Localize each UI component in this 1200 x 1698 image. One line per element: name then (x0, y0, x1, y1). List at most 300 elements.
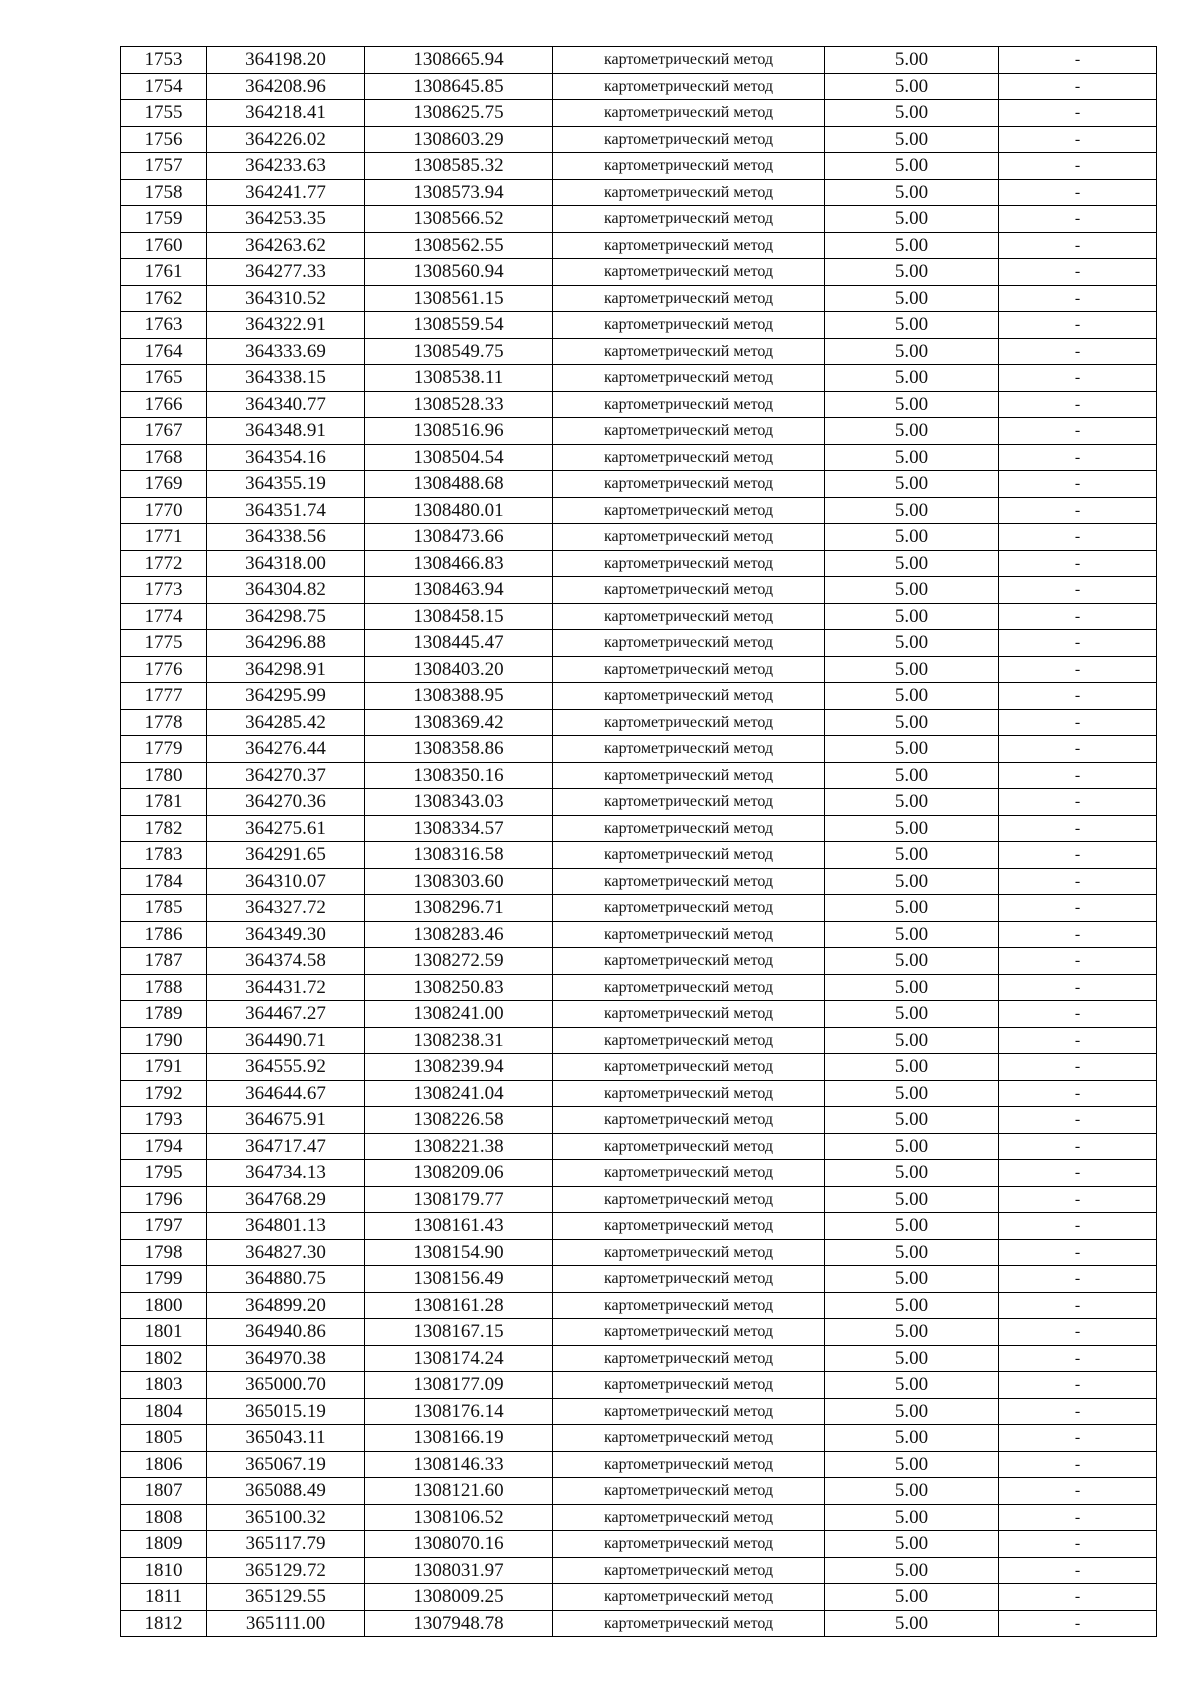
x-coordinate-cell: 365088.49 (207, 1478, 365, 1505)
description-cell: - (999, 444, 1157, 471)
table-row (121, 1266, 1157, 1293)
method-cell: картометрический метод (553, 418, 825, 445)
y-coordinate-cell: 1308121.60 (365, 1478, 553, 1505)
accuracy-cell: 5.00 (825, 1027, 999, 1054)
y-coordinate-cell: 1308625.75 (365, 100, 553, 127)
table-row (121, 100, 1157, 127)
x-coordinate-cell: 365015.19 (207, 1398, 365, 1425)
table-row (121, 524, 1157, 551)
x-coordinate-cell: 364298.91 (207, 656, 365, 683)
description-cell: - (999, 1266, 1157, 1293)
description-cell: - (999, 126, 1157, 153)
y-coordinate-cell: 1308154.90 (365, 1239, 553, 1266)
point-number-cell: 1758 (121, 179, 207, 206)
description-cell: - (999, 709, 1157, 736)
x-coordinate-cell: 364218.41 (207, 100, 365, 127)
point-number-cell: 1757 (121, 153, 207, 180)
y-coordinate-cell: 1308250.83 (365, 974, 553, 1001)
method-cell: картометрический метод (553, 1080, 825, 1107)
coordinates-table-body (121, 47, 1157, 1637)
table-row (121, 365, 1157, 392)
y-coordinate-cell: 1308177.09 (365, 1372, 553, 1399)
point-number-cell: 1793 (121, 1107, 207, 1134)
point-number-cell: 1809 (121, 1531, 207, 1558)
accuracy-cell: 5.00 (825, 630, 999, 657)
accuracy-cell: 5.00 (825, 736, 999, 763)
y-coordinate-cell: 1308106.52 (365, 1504, 553, 1531)
accuracy-cell: 5.00 (825, 815, 999, 842)
x-coordinate-cell: 364717.47 (207, 1133, 365, 1160)
x-coordinate-cell: 364285.42 (207, 709, 365, 736)
x-coordinate-cell: 364275.61 (207, 815, 365, 842)
point-number-cell: 1784 (121, 868, 207, 895)
description-cell: - (999, 1213, 1157, 1240)
point-number-cell: 1791 (121, 1054, 207, 1081)
accuracy-cell: 5.00 (825, 1054, 999, 1081)
x-coordinate-cell: 364349.30 (207, 921, 365, 948)
table-row (121, 868, 1157, 895)
y-coordinate-cell: 1308031.97 (365, 1557, 553, 1584)
y-coordinate-cell: 1308466.83 (365, 550, 553, 577)
accuracy-cell: 5.00 (825, 709, 999, 736)
x-coordinate-cell: 364295.99 (207, 683, 365, 710)
method-cell: картометрический метод (553, 1054, 825, 1081)
table-row (121, 285, 1157, 312)
table-row (121, 630, 1157, 657)
method-cell: картометрический метод (553, 895, 825, 922)
description-cell: - (999, 153, 1157, 180)
method-cell: картометрический метод (553, 524, 825, 551)
point-number-cell: 1788 (121, 974, 207, 1001)
y-coordinate-cell: 1308573.94 (365, 179, 553, 206)
y-coordinate-cell: 1308303.60 (365, 868, 553, 895)
table-row (121, 974, 1157, 1001)
y-coordinate-cell: 1308146.33 (365, 1451, 553, 1478)
x-coordinate-cell: 364340.77 (207, 391, 365, 418)
method-cell: картометрический метод (553, 1027, 825, 1054)
point-number-cell: 1761 (121, 259, 207, 286)
x-coordinate-cell: 364940.86 (207, 1319, 365, 1346)
table-row (121, 418, 1157, 445)
y-coordinate-cell: 1308549.75 (365, 338, 553, 365)
method-cell: картометрический метод (553, 100, 825, 127)
method-cell: картометрический метод (553, 1239, 825, 1266)
table-row (121, 206, 1157, 233)
point-number-cell: 1796 (121, 1186, 207, 1213)
y-coordinate-cell: 1308458.15 (365, 603, 553, 630)
table-row (121, 789, 1157, 816)
description-cell: - (999, 815, 1157, 842)
accuracy-cell: 5.00 (825, 921, 999, 948)
description-cell: - (999, 1186, 1157, 1213)
description-cell: - (999, 1345, 1157, 1372)
table-row (121, 1027, 1157, 1054)
accuracy-cell: 5.00 (825, 1107, 999, 1134)
x-coordinate-cell: 364899.20 (207, 1292, 365, 1319)
point-number-cell: 1795 (121, 1160, 207, 1187)
y-coordinate-cell: 1308561.15 (365, 285, 553, 312)
method-cell: картометрический метод (553, 550, 825, 577)
table-row (121, 153, 1157, 180)
accuracy-cell: 5.00 (825, 842, 999, 869)
y-coordinate-cell: 1308566.52 (365, 206, 553, 233)
table-row (121, 736, 1157, 763)
table-row (121, 683, 1157, 710)
y-coordinate-cell: 1308560.94 (365, 259, 553, 286)
point-number-cell: 1775 (121, 630, 207, 657)
y-coordinate-cell: 1308166.19 (365, 1425, 553, 1452)
point-number-cell: 1770 (121, 497, 207, 524)
y-coordinate-cell: 1308559.54 (365, 312, 553, 339)
description-cell: - (999, 365, 1157, 392)
x-coordinate-cell: 364348.91 (207, 418, 365, 445)
table-row (121, 312, 1157, 339)
point-number-cell: 1771 (121, 524, 207, 551)
table-row (121, 1054, 1157, 1081)
x-coordinate-cell: 364318.00 (207, 550, 365, 577)
method-cell: картометрический метод (553, 1186, 825, 1213)
y-coordinate-cell: 1308445.47 (365, 630, 553, 657)
x-coordinate-cell: 364644.67 (207, 1080, 365, 1107)
description-cell: - (999, 577, 1157, 604)
accuracy-cell: 5.00 (825, 1001, 999, 1028)
accuracy-cell: 5.00 (825, 550, 999, 577)
y-coordinate-cell: 1308221.38 (365, 1133, 553, 1160)
description-cell: - (999, 789, 1157, 816)
accuracy-cell: 5.00 (825, 895, 999, 922)
description-cell: - (999, 974, 1157, 1001)
x-coordinate-cell: 364355.19 (207, 471, 365, 498)
point-number-cell: 1779 (121, 736, 207, 763)
table-row (121, 1610, 1157, 1637)
y-coordinate-cell: 1308176.14 (365, 1398, 553, 1425)
y-coordinate-cell: 1308241.04 (365, 1080, 553, 1107)
description-cell: - (999, 179, 1157, 206)
point-number-cell: 1780 (121, 762, 207, 789)
y-coordinate-cell: 1308463.94 (365, 577, 553, 604)
y-coordinate-cell: 1308070.16 (365, 1531, 553, 1558)
point-number-cell: 1794 (121, 1133, 207, 1160)
accuracy-cell: 5.00 (825, 365, 999, 392)
point-number-cell: 1763 (121, 312, 207, 339)
table-row (121, 1186, 1157, 1213)
accuracy-cell: 5.00 (825, 259, 999, 286)
method-cell: картометрический метод (553, 47, 825, 74)
method-cell: картометрический метод (553, 1372, 825, 1399)
accuracy-cell: 5.00 (825, 762, 999, 789)
accuracy-cell: 5.00 (825, 1266, 999, 1293)
point-number-cell: 1800 (121, 1292, 207, 1319)
point-number-cell: 1797 (121, 1213, 207, 1240)
method-cell: картометрический метод (553, 1292, 825, 1319)
table-row (121, 1398, 1157, 1425)
accuracy-cell: 5.00 (825, 656, 999, 683)
accuracy-cell: 5.00 (825, 868, 999, 895)
accuracy-cell: 5.00 (825, 1372, 999, 1399)
x-coordinate-cell: 364970.38 (207, 1345, 365, 1372)
method-cell: картометрический метод (553, 444, 825, 471)
x-coordinate-cell: 364327.72 (207, 895, 365, 922)
method-cell: картометрический метод (553, 1478, 825, 1505)
table-row (121, 444, 1157, 471)
point-number-cell: 1799 (121, 1266, 207, 1293)
x-coordinate-cell: 364555.92 (207, 1054, 365, 1081)
table-row (121, 1292, 1157, 1319)
method-cell: картометрический метод (553, 1557, 825, 1584)
method-cell: картометрический метод (553, 1531, 825, 1558)
method-cell: картометрический метод (553, 656, 825, 683)
method-cell: картометрический метод (553, 1213, 825, 1240)
point-number-cell: 1767 (121, 418, 207, 445)
point-number-cell: 1806 (121, 1451, 207, 1478)
description-cell: - (999, 285, 1157, 312)
description-cell: - (999, 1292, 1157, 1319)
accuracy-cell: 5.00 (825, 206, 999, 233)
y-coordinate-cell: 1308343.03 (365, 789, 553, 816)
method-cell: картометрический метод (553, 948, 825, 975)
accuracy-cell: 5.00 (825, 1425, 999, 1452)
x-coordinate-cell: 364734.13 (207, 1160, 365, 1187)
table-row (121, 338, 1157, 365)
y-coordinate-cell: 1308239.94 (365, 1054, 553, 1081)
x-coordinate-cell: 364208.96 (207, 73, 365, 100)
point-number-cell: 1769 (121, 471, 207, 498)
accuracy-cell: 5.00 (825, 285, 999, 312)
accuracy-cell: 5.00 (825, 153, 999, 180)
description-cell: - (999, 895, 1157, 922)
table-row (121, 1319, 1157, 1346)
accuracy-cell: 5.00 (825, 1239, 999, 1266)
method-cell: картометрический метод (553, 1107, 825, 1134)
table-row (121, 842, 1157, 869)
table-row (121, 1425, 1157, 1452)
y-coordinate-cell: 1308369.42 (365, 709, 553, 736)
description-cell: - (999, 1584, 1157, 1611)
accuracy-cell: 5.00 (825, 1478, 999, 1505)
y-coordinate-cell: 1308167.15 (365, 1319, 553, 1346)
accuracy-cell: 5.00 (825, 1319, 999, 1346)
method-cell: картометрический метод (553, 259, 825, 286)
method-cell: картометрический метод (553, 630, 825, 657)
method-cell: картометрический метод (553, 842, 825, 869)
description-cell: - (999, 1160, 1157, 1187)
x-coordinate-cell: 364880.75 (207, 1266, 365, 1293)
point-number-cell: 1781 (121, 789, 207, 816)
method-cell: картометрический метод (553, 709, 825, 736)
method-cell: картометрический метод (553, 179, 825, 206)
table-row (121, 577, 1157, 604)
description-cell: - (999, 312, 1157, 339)
description-cell: - (999, 391, 1157, 418)
method-cell: картометрический метод (553, 285, 825, 312)
accuracy-cell: 5.00 (825, 948, 999, 975)
point-number-cell: 1803 (121, 1372, 207, 1399)
accuracy-cell: 5.00 (825, 1160, 999, 1187)
y-coordinate-cell: 1308528.33 (365, 391, 553, 418)
point-number-cell: 1764 (121, 338, 207, 365)
description-cell: - (999, 1531, 1157, 1558)
method-cell: картометрический метод (553, 1001, 825, 1028)
method-cell: картометрический метод (553, 73, 825, 100)
y-coordinate-cell: 1308403.20 (365, 656, 553, 683)
description-cell: - (999, 630, 1157, 657)
description-cell: - (999, 1080, 1157, 1107)
table-row (121, 179, 1157, 206)
method-cell: картометрический метод (553, 1610, 825, 1637)
description-cell: - (999, 1451, 1157, 1478)
table-row (121, 497, 1157, 524)
x-coordinate-cell: 365129.55 (207, 1584, 365, 1611)
x-coordinate-cell: 365111.00 (207, 1610, 365, 1637)
x-coordinate-cell: 364270.37 (207, 762, 365, 789)
table-row (121, 259, 1157, 286)
y-coordinate-cell: 1308174.24 (365, 1345, 553, 1372)
description-cell: - (999, 948, 1157, 975)
table-row (121, 47, 1157, 74)
y-coordinate-cell: 1308316.58 (365, 842, 553, 869)
x-coordinate-cell: 364241.77 (207, 179, 365, 206)
y-coordinate-cell: 1308209.06 (365, 1160, 553, 1187)
method-cell: картометрический метод (553, 683, 825, 710)
table-row (121, 1213, 1157, 1240)
point-number-cell: 1765 (121, 365, 207, 392)
point-number-cell: 1790 (121, 1027, 207, 1054)
y-coordinate-cell: 1308388.95 (365, 683, 553, 710)
accuracy-cell: 5.00 (825, 47, 999, 74)
y-coordinate-cell: 1308179.77 (365, 1186, 553, 1213)
x-coordinate-cell: 364263.62 (207, 232, 365, 259)
accuracy-cell: 5.00 (825, 1345, 999, 1372)
table-row (121, 1372, 1157, 1399)
method-cell: картометрический метод (553, 1266, 825, 1293)
point-number-cell: 1811 (121, 1584, 207, 1611)
method-cell: картометрический метод (553, 1398, 825, 1425)
x-coordinate-cell: 364322.91 (207, 312, 365, 339)
point-number-cell: 1786 (121, 921, 207, 948)
x-coordinate-cell: 364351.74 (207, 497, 365, 524)
y-coordinate-cell: 1308665.94 (365, 47, 553, 74)
x-coordinate-cell: 364374.58 (207, 948, 365, 975)
x-coordinate-cell: 364827.30 (207, 1239, 365, 1266)
description-cell: - (999, 338, 1157, 365)
description-cell: - (999, 921, 1157, 948)
description-cell: - (999, 1319, 1157, 1346)
table-row (121, 1584, 1157, 1611)
method-cell: картометрический метод (553, 868, 825, 895)
x-coordinate-cell: 364467.27 (207, 1001, 365, 1028)
method-cell: картометрический метод (553, 789, 825, 816)
table-row (121, 1451, 1157, 1478)
accuracy-cell: 5.00 (825, 603, 999, 630)
table-row (121, 1557, 1157, 1584)
accuracy-cell: 5.00 (825, 391, 999, 418)
x-coordinate-cell: 364431.72 (207, 974, 365, 1001)
table-row (121, 1345, 1157, 1372)
accuracy-cell: 5.00 (825, 1584, 999, 1611)
description-cell: - (999, 762, 1157, 789)
y-coordinate-cell: 1308283.46 (365, 921, 553, 948)
y-coordinate-cell: 1308358.86 (365, 736, 553, 763)
table-row (121, 550, 1157, 577)
table-row (121, 921, 1157, 948)
point-number-cell: 1801 (121, 1319, 207, 1346)
y-coordinate-cell: 1308009.25 (365, 1584, 553, 1611)
y-coordinate-cell: 1308516.96 (365, 418, 553, 445)
method-cell: картометрический метод (553, 153, 825, 180)
accuracy-cell: 5.00 (825, 444, 999, 471)
table-row (121, 1239, 1157, 1266)
x-coordinate-cell: 364296.88 (207, 630, 365, 657)
point-number-cell: 1778 (121, 709, 207, 736)
method-cell: картометрический метод (553, 815, 825, 842)
x-coordinate-cell: 364338.56 (207, 524, 365, 551)
y-coordinate-cell: 1308585.32 (365, 153, 553, 180)
y-coordinate-cell: 1308161.43 (365, 1213, 553, 1240)
method-cell: картометрический метод (553, 338, 825, 365)
x-coordinate-cell: 365067.19 (207, 1451, 365, 1478)
method-cell: картометрический метод (553, 206, 825, 233)
accuracy-cell: 5.00 (825, 1451, 999, 1478)
y-coordinate-cell: 1308538.11 (365, 365, 553, 392)
x-coordinate-cell: 364310.52 (207, 285, 365, 312)
point-number-cell: 1760 (121, 232, 207, 259)
accuracy-cell: 5.00 (825, 1292, 999, 1319)
description-cell: - (999, 524, 1157, 551)
y-coordinate-cell: 1308645.85 (365, 73, 553, 100)
table-row (121, 1531, 1157, 1558)
accuracy-cell: 5.00 (825, 100, 999, 127)
y-coordinate-cell: 1308350.16 (365, 762, 553, 789)
y-coordinate-cell: 1308161.28 (365, 1292, 553, 1319)
point-number-cell: 1766 (121, 391, 207, 418)
method-cell: картометрический метод (553, 603, 825, 630)
point-number-cell: 1777 (121, 683, 207, 710)
description-cell: - (999, 73, 1157, 100)
method-cell: картометрический метод (553, 471, 825, 498)
accuracy-cell: 5.00 (825, 577, 999, 604)
point-number-cell: 1762 (121, 285, 207, 312)
description-cell: - (999, 1027, 1157, 1054)
point-number-cell: 1754 (121, 73, 207, 100)
method-cell: картометрический метод (553, 1451, 825, 1478)
table-row (121, 471, 1157, 498)
table-row (121, 709, 1157, 736)
x-coordinate-cell: 364253.35 (207, 206, 365, 233)
x-coordinate-cell: 364198.20 (207, 47, 365, 74)
table-row (121, 126, 1157, 153)
coordinates-table (120, 46, 1157, 1637)
point-number-cell: 1774 (121, 603, 207, 630)
x-coordinate-cell: 364304.82 (207, 577, 365, 604)
point-number-cell: 1753 (121, 47, 207, 74)
description-cell: - (999, 1001, 1157, 1028)
table-row (121, 948, 1157, 975)
y-coordinate-cell: 1308562.55 (365, 232, 553, 259)
description-cell: - (999, 1372, 1157, 1399)
method-cell: картометрический метод (553, 577, 825, 604)
method-cell: картометрический метод (553, 974, 825, 1001)
y-coordinate-cell: 1308334.57 (365, 815, 553, 842)
description-cell: - (999, 497, 1157, 524)
accuracy-cell: 5.00 (825, 338, 999, 365)
x-coordinate-cell: 365100.32 (207, 1504, 365, 1531)
table-row (121, 1080, 1157, 1107)
description-cell: - (999, 1504, 1157, 1531)
point-number-cell: 1768 (121, 444, 207, 471)
point-number-cell: 1756 (121, 126, 207, 153)
y-coordinate-cell: 1308238.31 (365, 1027, 553, 1054)
y-coordinate-cell: 1308488.68 (365, 471, 553, 498)
